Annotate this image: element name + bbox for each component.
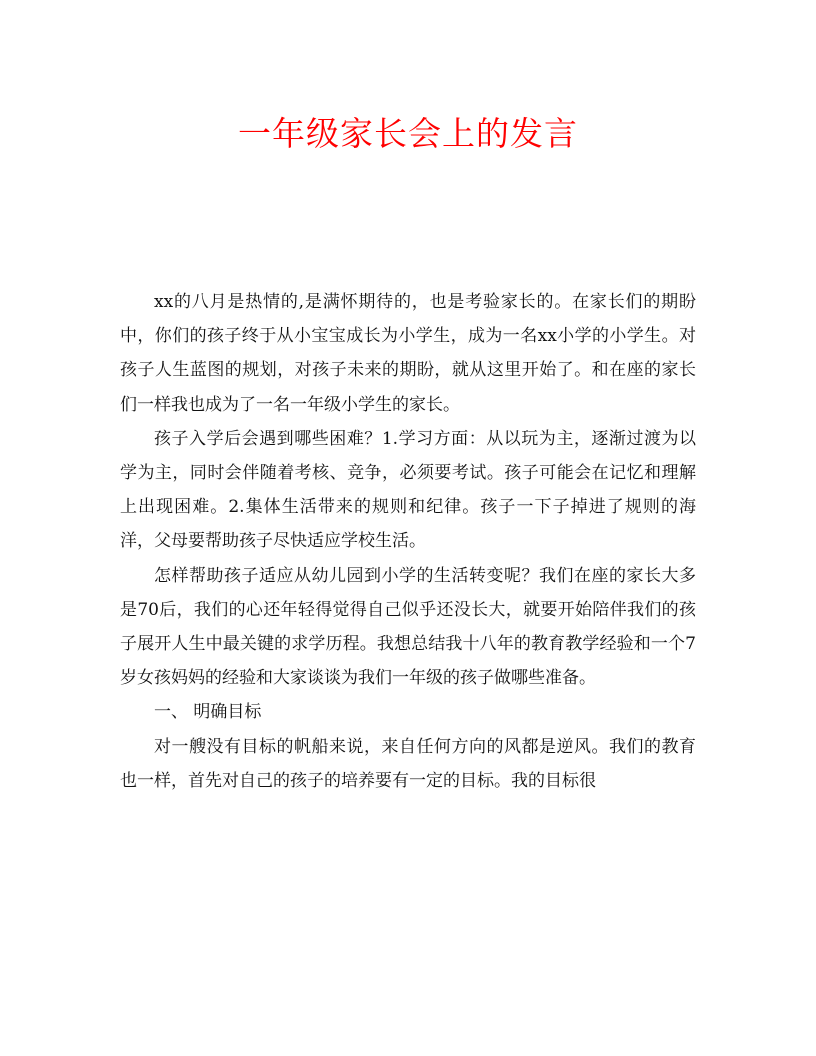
paragraph: 怎样帮助孩子适应从幼儿园到小学的生活转变呢？我们在座的家长大多是70后，我们的心还年轻得觉得自己似乎还没长大，就要开始陪伴我们的孩子展开人生中最关键的求学历程。我想总结我十八年的教育教学经验和一个7岁女孩妈妈的经验和大家谈谈为我们一年级的孩子做哪些准备。 (120, 565, 696, 689)
paragraph: 对一艘没有目标的帆船来说，来自任何方向的风都是逆风。我们的教育也一样，首先对自己的孩子的培养要有一定的目标。我的目标很 (120, 736, 696, 791)
paragraph: 孩子入学后会遇到哪些困难？1.学习方面：从以玩为主，逐渐过渡为以学为主，同时会伴随着考核、竞争，必须要考试。孩子可能会在记忆和理解上出现困难。2.集体生活带来的规则和纪律。孩子一下子掉进了规则的海洋，父母要帮助孩子尽快适应学校生活。 (120, 428, 696, 552)
paragraph: xx的八月是热情的,是满怀期待的，也是考验家长的。在家长们的期盼中，你们的孩子终于从小宝宝成长为小学生，成为一名xx小学的小学生。对孩子人生蓝图的规划，对孩子未来的期盼，就从这里开始了。和在座的家长们一样我也成为了一名一年级小学生的家长。 (120, 292, 696, 415)
section-heading: 一、 明确目标 (154, 702, 262, 723)
document-title: 一年级家长会上的发言 (238, 114, 578, 153)
document-body (120, 285, 696, 798)
